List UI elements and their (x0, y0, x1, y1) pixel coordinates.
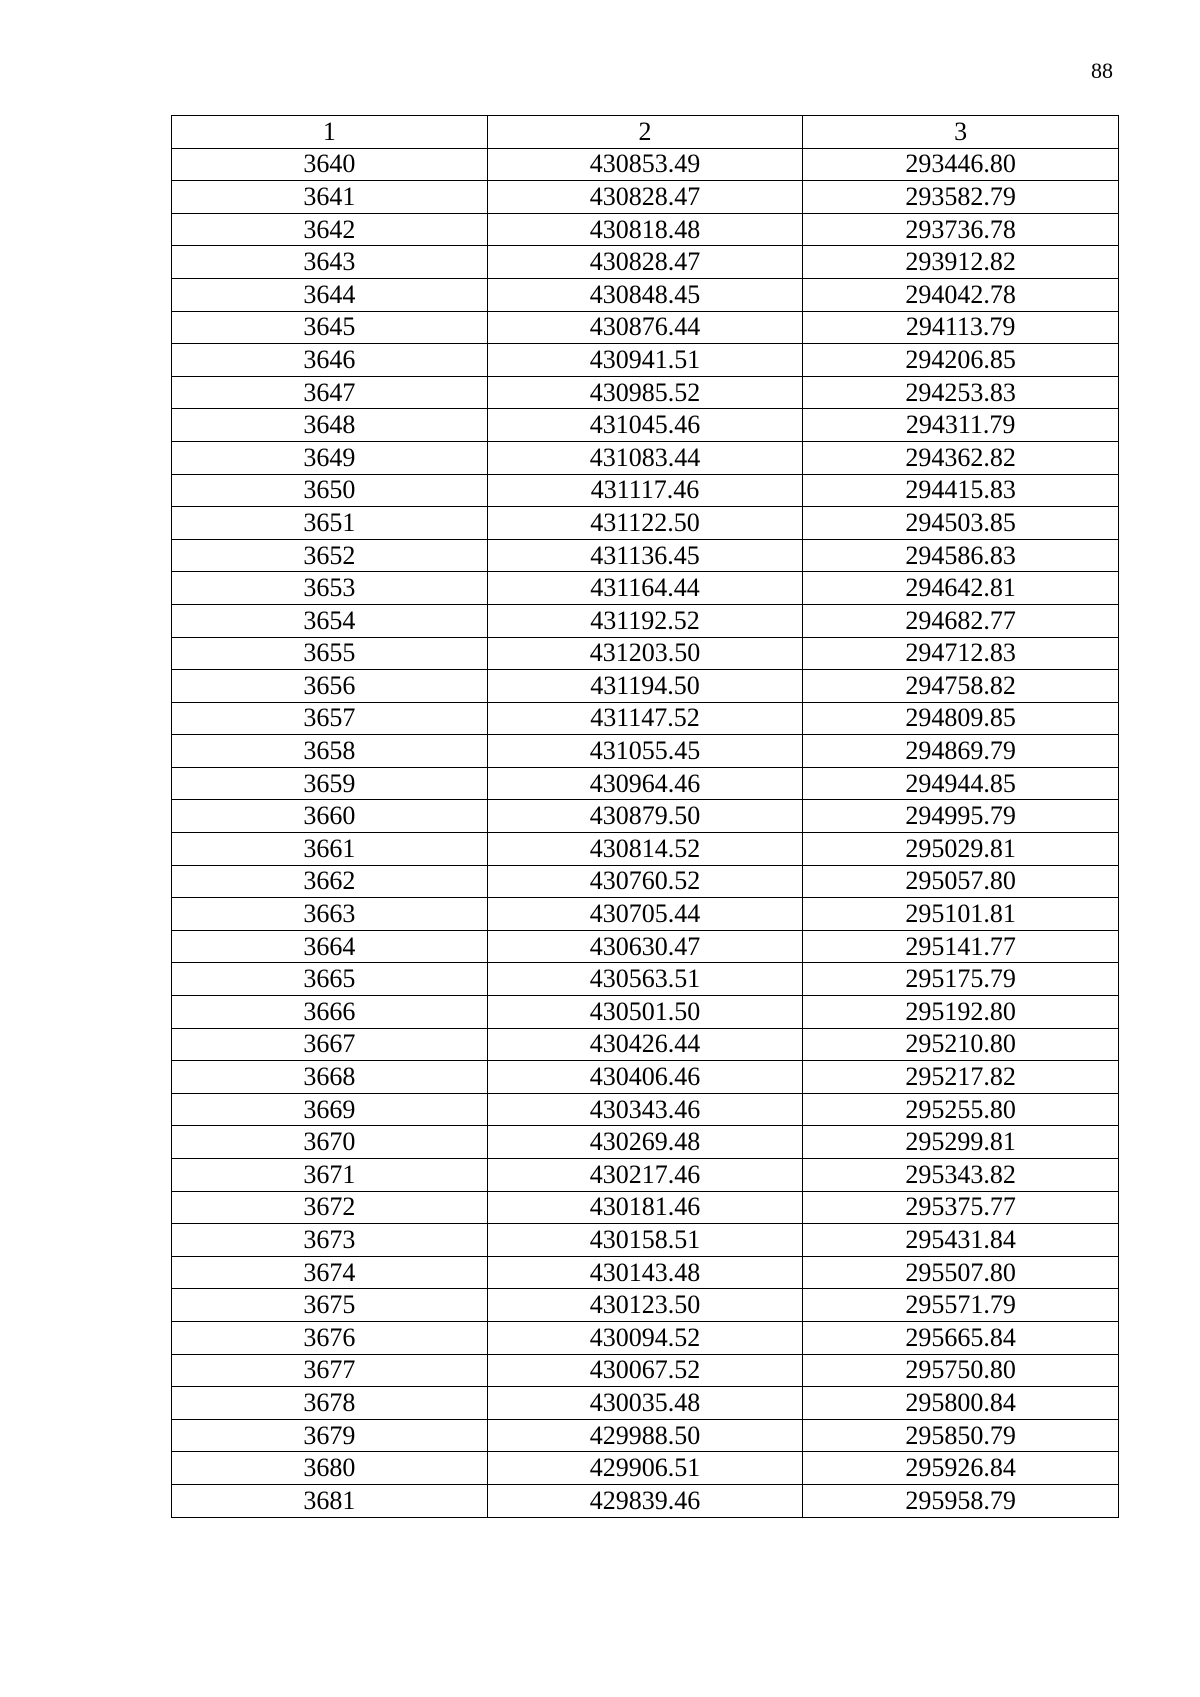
y-coordinate-cell: 294206.85 (803, 344, 1119, 377)
y-coordinate-cell: 294995.79 (803, 800, 1119, 833)
x-coordinate-cell: 430760.52 (487, 865, 803, 898)
y-coordinate-cell: 295141.77 (803, 930, 1119, 963)
x-coordinate-cell: 431083.44 (487, 441, 803, 474)
table-body (172, 148, 1119, 1517)
point-number-cell: 3652 (172, 539, 488, 572)
x-coordinate-cell: 430426.44 (487, 1028, 803, 1061)
x-coordinate-cell: 430217.46 (487, 1159, 803, 1192)
table-row (172, 963, 1119, 996)
table-row (172, 1484, 1119, 1517)
x-coordinate-cell: 431147.52 (487, 702, 803, 735)
y-coordinate-cell: 294586.83 (803, 539, 1119, 572)
point-number-cell: 3657 (172, 702, 488, 735)
point-number-cell: 3678 (172, 1387, 488, 1420)
page-number: 88 (1091, 58, 1113, 83)
point-number-cell: 3677 (172, 1354, 488, 1387)
y-coordinate-cell: 295299.81 (803, 1126, 1119, 1159)
table-row (172, 278, 1119, 311)
point-number-cell: 3676 (172, 1321, 488, 1354)
table-row (172, 1159, 1119, 1192)
y-coordinate-cell: 295507.80 (803, 1256, 1119, 1289)
x-coordinate-cell: 430876.44 (487, 311, 803, 344)
point-number-cell: 3653 (172, 572, 488, 605)
point-number-cell: 3661 (172, 833, 488, 866)
table-row (172, 1093, 1119, 1126)
point-number-cell: 3679 (172, 1419, 488, 1452)
x-coordinate-cell: 430143.48 (487, 1256, 803, 1289)
table-row (172, 800, 1119, 833)
table-row (172, 409, 1119, 442)
x-coordinate-cell: 430269.48 (487, 1126, 803, 1159)
y-coordinate-cell: 294253.83 (803, 376, 1119, 409)
table-row (172, 833, 1119, 866)
table-row (172, 996, 1119, 1029)
y-coordinate-cell: 294809.85 (803, 702, 1119, 735)
table-row (172, 1354, 1119, 1387)
y-coordinate-cell: 295800.84 (803, 1387, 1119, 1420)
point-number-cell: 3662 (172, 865, 488, 898)
y-coordinate-cell: 294042.78 (803, 278, 1119, 311)
x-coordinate-cell: 430814.52 (487, 833, 803, 866)
y-coordinate-cell: 295210.80 (803, 1028, 1119, 1061)
x-coordinate-cell: 429906.51 (487, 1452, 803, 1485)
table-row (172, 344, 1119, 377)
table-row (172, 865, 1119, 898)
x-coordinate-cell: 431122.50 (487, 507, 803, 540)
point-number-cell: 3642 (172, 213, 488, 246)
x-coordinate-cell: 431164.44 (487, 572, 803, 605)
x-coordinate-cell: 431203.50 (487, 637, 803, 670)
table-row (172, 1289, 1119, 1322)
x-coordinate-cell: 430853.49 (487, 148, 803, 181)
point-number-cell: 3675 (172, 1289, 488, 1322)
point-number-cell: 3640 (172, 148, 488, 181)
table-row (172, 1061, 1119, 1094)
table-row (172, 670, 1119, 703)
x-coordinate-cell: 430705.44 (487, 898, 803, 931)
x-coordinate-cell: 430181.46 (487, 1191, 803, 1224)
table-row (172, 930, 1119, 963)
point-number-cell: 3681 (172, 1484, 488, 1517)
table-row (172, 1387, 1119, 1420)
x-coordinate-cell: 430067.52 (487, 1354, 803, 1387)
point-number-cell: 3669 (172, 1093, 488, 1126)
point-number-cell: 3658 (172, 735, 488, 768)
y-coordinate-cell: 295192.80 (803, 996, 1119, 1029)
y-coordinate-cell: 295343.82 (803, 1159, 1119, 1192)
y-coordinate-cell: 295375.77 (803, 1191, 1119, 1224)
point-number-cell: 3672 (172, 1191, 488, 1224)
x-coordinate-cell: 431055.45 (487, 735, 803, 768)
point-number-cell: 3648 (172, 409, 488, 442)
table-row (172, 1321, 1119, 1354)
y-coordinate-cell: 294311.79 (803, 409, 1119, 442)
y-coordinate-cell: 295665.84 (803, 1321, 1119, 1354)
x-coordinate-cell: 429988.50 (487, 1419, 803, 1452)
table-row (172, 181, 1119, 214)
x-coordinate-cell: 431194.50 (487, 670, 803, 703)
column-header-2: 2 (487, 116, 803, 149)
table-row (172, 1256, 1119, 1289)
x-coordinate-cell: 430563.51 (487, 963, 803, 996)
point-number-cell: 3645 (172, 311, 488, 344)
y-coordinate-cell: 295029.81 (803, 833, 1119, 866)
point-number-cell: 3667 (172, 1028, 488, 1061)
table-row (172, 767, 1119, 800)
table-row (172, 246, 1119, 279)
table-row (172, 507, 1119, 540)
point-number-cell: 3655 (172, 637, 488, 670)
table-row (172, 213, 1119, 246)
y-coordinate-cell: 293582.79 (803, 181, 1119, 214)
x-coordinate-cell: 430818.48 (487, 213, 803, 246)
y-coordinate-cell: 293912.82 (803, 246, 1119, 279)
y-coordinate-cell: 294682.77 (803, 604, 1119, 637)
y-coordinate-cell: 294944.85 (803, 767, 1119, 800)
point-number-cell: 3668 (172, 1061, 488, 1094)
x-coordinate-cell: 429839.46 (487, 1484, 803, 1517)
table-row (172, 441, 1119, 474)
y-coordinate-cell: 295850.79 (803, 1419, 1119, 1452)
x-coordinate-cell: 431117.46 (487, 474, 803, 507)
x-coordinate-cell: 430964.46 (487, 767, 803, 800)
x-coordinate-cell: 430941.51 (487, 344, 803, 377)
coordinates-table (171, 115, 1119, 1518)
table-row (172, 148, 1119, 181)
point-number-cell: 3647 (172, 376, 488, 409)
y-coordinate-cell: 295057.80 (803, 865, 1119, 898)
point-number-cell: 3671 (172, 1159, 488, 1192)
point-number-cell: 3651 (172, 507, 488, 540)
point-number-cell: 3670 (172, 1126, 488, 1159)
x-coordinate-cell: 430879.50 (487, 800, 803, 833)
y-coordinate-cell: 293446.80 (803, 148, 1119, 181)
point-number-cell: 3664 (172, 930, 488, 963)
x-coordinate-cell: 430094.52 (487, 1321, 803, 1354)
table-row (172, 735, 1119, 768)
table-row (172, 311, 1119, 344)
table-row (172, 1191, 1119, 1224)
table-row (172, 1126, 1119, 1159)
y-coordinate-cell: 295926.84 (803, 1452, 1119, 1485)
y-coordinate-cell: 295255.80 (803, 1093, 1119, 1126)
y-coordinate-cell: 295101.81 (803, 898, 1119, 931)
y-coordinate-cell: 294415.83 (803, 474, 1119, 507)
table-row (172, 572, 1119, 605)
x-coordinate-cell: 431192.52 (487, 604, 803, 637)
y-coordinate-cell: 295431.84 (803, 1224, 1119, 1257)
y-coordinate-cell: 295175.79 (803, 963, 1119, 996)
point-number-cell: 3660 (172, 800, 488, 833)
table-row (172, 604, 1119, 637)
y-coordinate-cell: 294712.83 (803, 637, 1119, 670)
table-row (172, 1419, 1119, 1452)
table-row (172, 474, 1119, 507)
point-number-cell: 3663 (172, 898, 488, 931)
table-row (172, 1452, 1119, 1485)
x-coordinate-cell: 430848.45 (487, 278, 803, 311)
point-number-cell: 3650 (172, 474, 488, 507)
table-row (172, 1224, 1119, 1257)
y-coordinate-cell: 295958.79 (803, 1484, 1119, 1517)
table-row (172, 539, 1119, 572)
point-number-cell: 3643 (172, 246, 488, 279)
x-coordinate-cell: 430406.46 (487, 1061, 803, 1094)
table-row (172, 376, 1119, 409)
point-number-cell: 3665 (172, 963, 488, 996)
column-header-1: 1 (172, 116, 488, 149)
x-coordinate-cell: 430828.47 (487, 181, 803, 214)
point-number-cell: 3680 (172, 1452, 488, 1485)
y-coordinate-cell: 294869.79 (803, 735, 1119, 768)
table-row (172, 1028, 1119, 1061)
point-number-cell: 3646 (172, 344, 488, 377)
table-row (172, 702, 1119, 735)
table-row (172, 898, 1119, 931)
x-coordinate-cell: 431045.46 (487, 409, 803, 442)
x-coordinate-cell: 430158.51 (487, 1224, 803, 1257)
table-header-row (172, 116, 1119, 149)
table-row (172, 637, 1119, 670)
y-coordinate-cell: 295571.79 (803, 1289, 1119, 1322)
point-number-cell: 3641 (172, 181, 488, 214)
point-number-cell: 3666 (172, 996, 488, 1029)
point-number-cell: 3649 (172, 441, 488, 474)
y-coordinate-cell: 295750.80 (803, 1354, 1119, 1387)
y-coordinate-cell: 294758.82 (803, 670, 1119, 703)
point-number-cell: 3673 (172, 1224, 488, 1257)
y-coordinate-cell: 294642.81 (803, 572, 1119, 605)
point-number-cell: 3659 (172, 767, 488, 800)
column-header-3: 3 (803, 116, 1119, 149)
x-coordinate-cell: 430501.50 (487, 996, 803, 1029)
x-coordinate-cell: 430035.48 (487, 1387, 803, 1420)
y-coordinate-cell: 295217.82 (803, 1061, 1119, 1094)
x-coordinate-cell: 430985.52 (487, 376, 803, 409)
point-number-cell: 3674 (172, 1256, 488, 1289)
x-coordinate-cell: 430343.46 (487, 1093, 803, 1126)
x-coordinate-cell: 431136.45 (487, 539, 803, 572)
y-coordinate-cell: 293736.78 (803, 213, 1119, 246)
point-number-cell: 3644 (172, 278, 488, 311)
y-coordinate-cell: 294362.82 (803, 441, 1119, 474)
point-number-cell: 3654 (172, 604, 488, 637)
x-coordinate-cell: 430123.50 (487, 1289, 803, 1322)
y-coordinate-cell: 294113.79 (803, 311, 1119, 344)
point-number-cell: 3656 (172, 670, 488, 703)
x-coordinate-cell: 430630.47 (487, 930, 803, 963)
y-coordinate-cell: 294503.85 (803, 507, 1119, 540)
x-coordinate-cell: 430828.47 (487, 246, 803, 279)
